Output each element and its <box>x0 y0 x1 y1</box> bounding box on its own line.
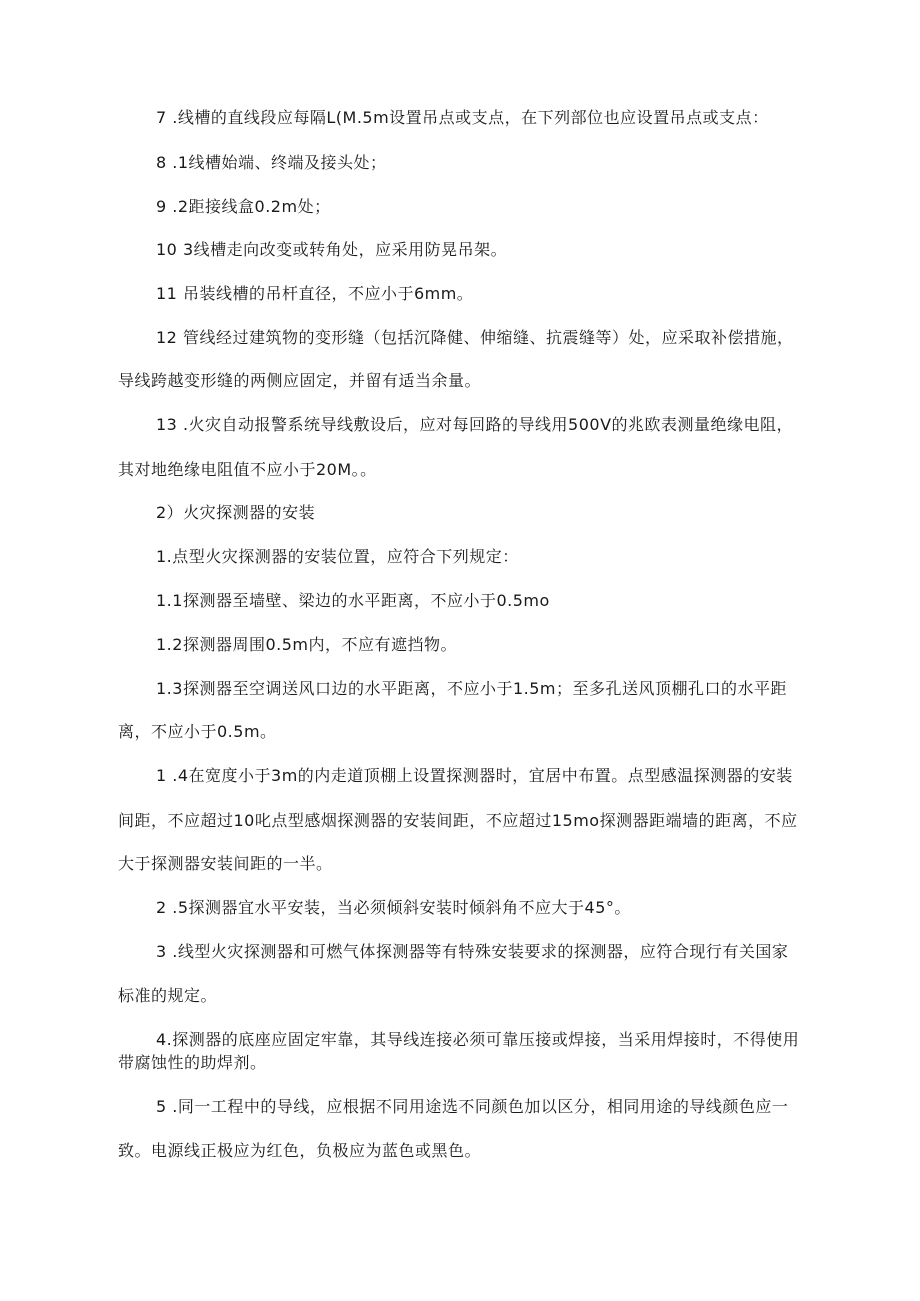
paragraph-line: 13 .火灾自动报警系统导线敷设后，应对每回路的导线用500V的兆欧表测量绝缘电阻， <box>156 415 794 434</box>
section-heading: 2）火灾探测器的安装 <box>156 503 316 522</box>
paragraph-line: 1 .4在宽度小于3m的内走道顶棚上设置探测器时，宜居中布置。点型感温探测器的安装 <box>156 766 793 785</box>
paragraph-line: 大于探测器安装间距的一半。 <box>118 854 333 873</box>
paragraph-line: 标准的规定。 <box>118 986 218 1005</box>
paragraph-line: 12 管线经过建筑物的变形缝（包括沉降健、伸缩缝、抗震缝等）处，应采取补偿措施， <box>156 328 794 347</box>
paragraph-line: 10 3线槽走向改变或转角处，应采用防晃吊架。 <box>156 240 508 259</box>
paragraph-line: 1.2探测器周围0.5m内，不应有遮挡物。 <box>156 635 457 654</box>
paragraph-line: 致。电源线正极应为红色，负极应为蓝色或黑色。 <box>118 1141 482 1160</box>
paragraph-line: 5 .同一工程中的导线，应根据不同用途选不同颜色加以区分，相同用途的导线颜色应一 <box>156 1097 789 1116</box>
paragraph-line: 3 .线型火灾探测器和可燃气体探测器等有特殊安装要求的探测器，应符合现行有关国家 <box>156 942 789 961</box>
paragraph-line: 11 吊装线槽的吊杆直径，不应小于6mm。 <box>156 284 474 303</box>
paragraph-line: 间距，不应超过10叱点型感烟探测器的安装间距，不应超过15mo探测器距端墙的距离，不应 <box>118 811 798 830</box>
paragraph-line: 其对地绝缘电阻值不应小于20M。。 <box>118 460 377 479</box>
paragraph-line: 9 .2距接线盒0.2m处； <box>156 197 331 216</box>
paragraph-line: 1.1探测器至墙壁、梁边的水平距离，不应小于0.5mo <box>156 591 550 610</box>
paragraph-line: 1.点型火灾探测器的安装位置，应符合下列规定： <box>156 547 519 566</box>
paragraph-line: 2 .5探测器宜水平安装，当必须倾斜安装时倾斜角不应大于45°。 <box>156 898 631 917</box>
paragraph-line: 4.探测器的底座应固定牢靠，其导线连接必须可靠压接或焊接，当采用焊接时，不得使用 <box>156 1030 800 1049</box>
paragraph-line: 7 .线槽的直线段应每隔L(M.5m设置吊点或支点，在下列部位也应设置吊点或支点： <box>156 108 769 127</box>
paragraph-line: 导线跨越变形缝的两侧应固定，并留有适当余量。 <box>118 371 482 390</box>
paragraph-line: 离，不应小于0.5m。 <box>118 722 277 741</box>
paragraph-line: 带腐蚀性的助焊剂。 <box>118 1053 267 1072</box>
paragraph-line: 1.3探测器至空调送风口边的水平距离，不应小于1.5m；至多孔送风顶棚孔口的水平距 <box>156 679 787 698</box>
paragraph-line: 8 .1线槽始端、终端及接头处； <box>156 153 387 172</box>
